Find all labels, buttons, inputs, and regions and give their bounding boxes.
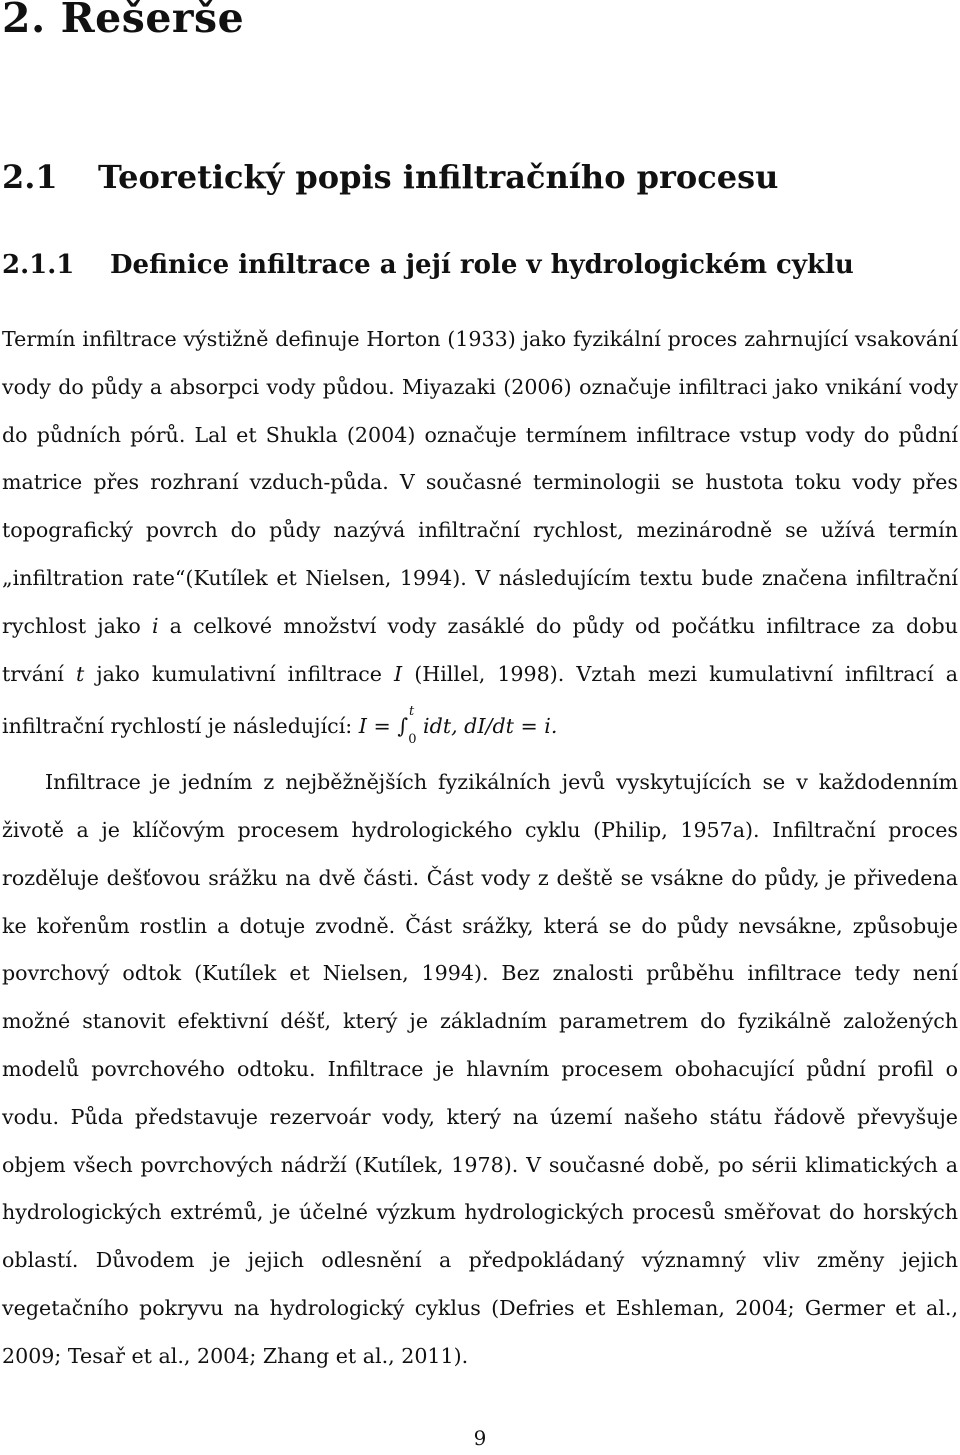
paragraph-text: (Hillel, 1998). Vztah mezi kumulativní infiltrací a infiltrační rychlostí je následující: bbox=[2, 661, 958, 739]
paragraph-text: a celkové množství vody zasáklé do půdy od počátku infiltrace za dobu trvání bbox=[2, 613, 958, 686]
subsection-title: Definice infiltrace a její role v hydrologickém cyklu bbox=[110, 250, 854, 280]
section-title: Teoretický popis infiltračního procesu bbox=[98, 158, 779, 196]
math-var-t: t bbox=[75, 661, 85, 686]
chapter-number: 2. bbox=[2, 0, 46, 42]
subsection-heading bbox=[2, 250, 854, 280]
section-number: 2.1 bbox=[2, 158, 58, 196]
subsection-number: 2.1.1 bbox=[2, 250, 75, 280]
paragraph-definitions bbox=[2, 316, 958, 759]
paragraph-text: Termín infiltrace výstižně definuje Horton (1933) jako fyzikální proces zahrnující vsakování vody do půdy a absorpci vody půdou. Miyazaki (2006) označuje infiltraci jako vnikání vody do půdních pórů. Lal et Shukla (2004) označuje termínem infiltrace vstup vody do půdní matrice přes rozhraní vzduch-půda. V současné terminologii se hustota toku vody přes topografický povrch do půdy nazývá infiltrační rychlost, mezinárodně se užívá termín „infiltration rate“(Kutílek et Nielsen, 1994). V následujícím textu bude značena infiltrační rychlost jako bbox=[2, 327, 958, 638]
section-heading bbox=[2, 158, 778, 196]
body-text bbox=[2, 316, 958, 1381]
equation-rhs: idt, dI/dt = i. bbox=[423, 714, 558, 739]
page-number: 9 bbox=[473, 1426, 487, 1450]
math-var-i: i bbox=[151, 613, 159, 638]
equation-lhs: I = bbox=[358, 714, 391, 739]
paragraph-importance: Infiltrace je jedním z nejběžnějších fyzikálních jevů vyskytujících se v každodenním životě a je klíčovým procesem hydrologického cyklu (Philip, 1957a). Infiltrační proces rozděluje dešťovou srážku na dvě části. Část vody z deště se vsákne do půdy, je přivedena ke kořenům rostlin a dotuje zvodně. Část srážky, která se do půdy nevsákne, způsobuje povrchový odtok (Kutílek et Nielsen, 1994). Bez znalosti průběhu infiltrace tedy není možné stanovit efektivní déšť, který je základním parametrem do fyzikálně založených modelů povrchového odtoku. Infiltrace je hlavním procesem obohacující půdní profil o vodu. Půda představuje rezervoár vody, který na území našeho státu řádově převyšuje objem všech povrchových nádrží (Kutílek, 1978). V současné době, po sérii klimatických a hydrologických extrémů, je účelné výzkum hydrologických procesů směřovat do horských oblastí. Důvodem je jejich odlesnění a předpokládaný významný vliv změny jejich vegetačního pokryvu na hydrologický cyklus (Defries et Eshleman, 2004; Germer et al., 2009; Tesař et al., 2004; Zhang et al., 2011). bbox=[2, 770, 958, 1368]
integral-lower-limit: 0 bbox=[408, 732, 417, 748]
paragraph-text: jako kumulativní infiltrace bbox=[84, 661, 395, 686]
chapter-title: Rešerše bbox=[60, 0, 245, 42]
integral-upper-limit: t bbox=[408, 704, 415, 720]
integral-symbol: ∫ bbox=[397, 714, 408, 739]
math-var-I: I bbox=[394, 661, 403, 686]
chapter-heading bbox=[2, 0, 244, 42]
integral-sign bbox=[397, 704, 417, 748]
